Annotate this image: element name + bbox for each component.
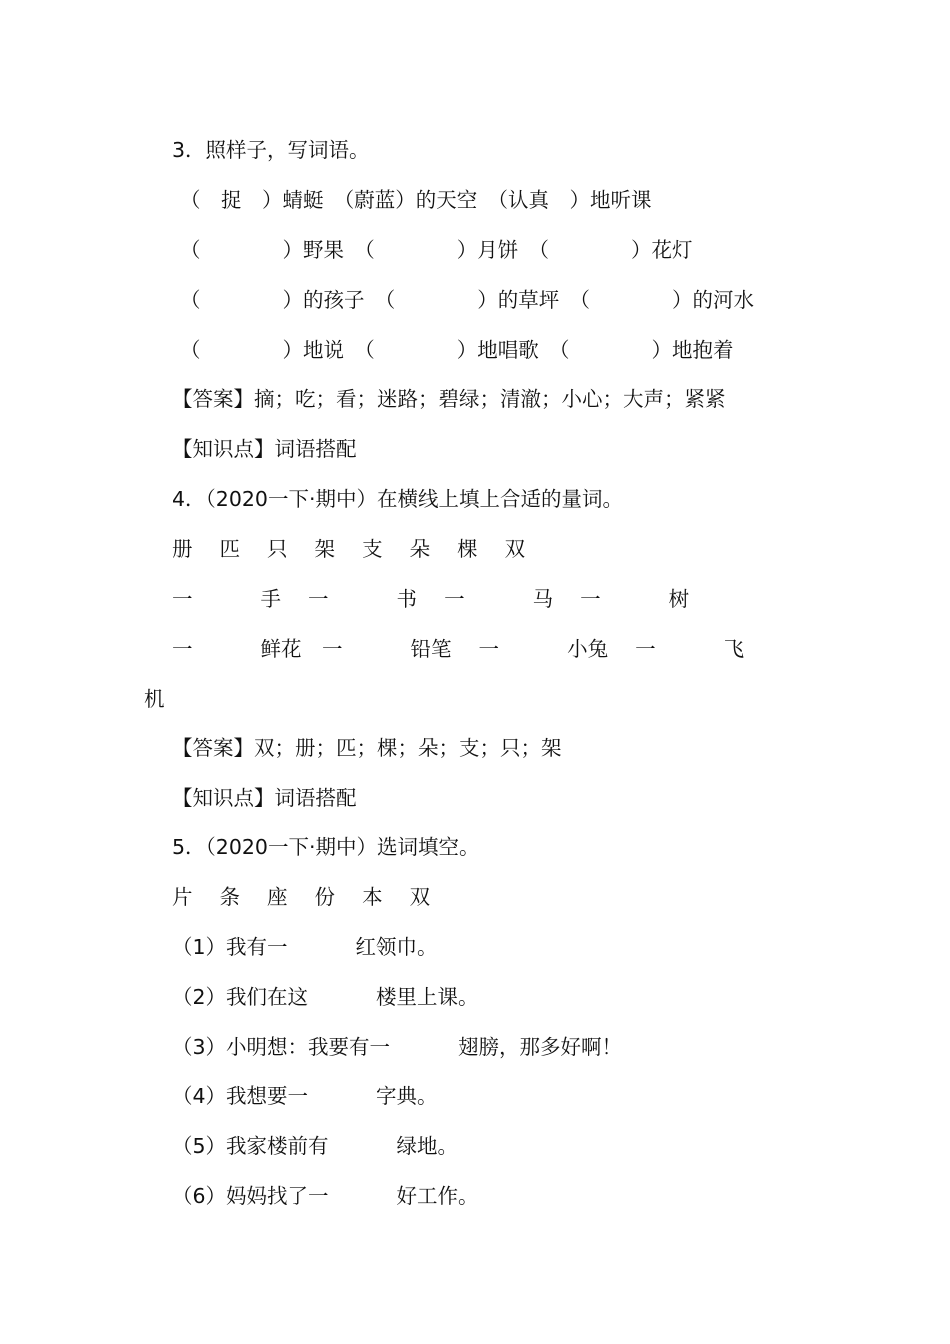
question-4-title: 4．（2020一下·期中）在横线上填上合适的量词。 [172,487,623,511]
question-4-row-1: 一 手 一 书 一 马 一 树 [172,587,690,611]
question-5-item: （1）我有一 红领巾。 [172,935,438,959]
question-3-row-2: （ ）野果 （ ）月饼 （ ）花灯 [180,238,693,262]
question-5-item: （2）我们在这 楼里上课。 [172,985,479,1009]
question-5-options: 片 条 座 份 本 双 [172,885,431,909]
question-5-item: （5）我家楼前有 绿地。 [172,1134,459,1158]
question-3-answer: 【答案】摘；吃；看；迷路；碧绿；清澈；小心；大声；紧紧 [172,387,726,411]
question-5-item: （4）我想要一 字典。 [172,1084,438,1108]
question-3-knowledge: 【知识点】词语搭配 [172,437,357,461]
question-4-options: 册 匹 只 架 支 朵 棵 双 [172,537,526,561]
question-4-answer: 【答案】双；册；匹；棵；朵；支；只；架 [172,736,562,760]
question-3-title: 3．照样子，写词语。 [172,138,370,162]
question-3-row-3: （ ）的孩子 （ ）的草坪 （ ）的河水 [180,288,754,312]
question-3-row-4: （ ）地说 （ ）地唱歌 （ ）地抱着 [180,338,734,362]
question-3-example-row: （ 捉 ）蜻蜓 （蔚蓝）的天空 （认真 ）地听课 [180,188,652,212]
question-4-row-2: 一 鲜花 一 铅笔 一 小兔 一 飞 [172,637,745,661]
question-4-knowledge: 【知识点】词语搭配 [172,786,357,810]
question-5-title: 5．（2020一下·期中）选词填空。 [172,835,480,859]
question-5-item: （6）妈妈找了一 好工作。 [172,1184,479,1208]
question-4-row-2-wrap: 机 [144,687,165,711]
question-5-item: （3）小明想：我要有一 翅膀，那多好啊！ [172,1035,623,1059]
